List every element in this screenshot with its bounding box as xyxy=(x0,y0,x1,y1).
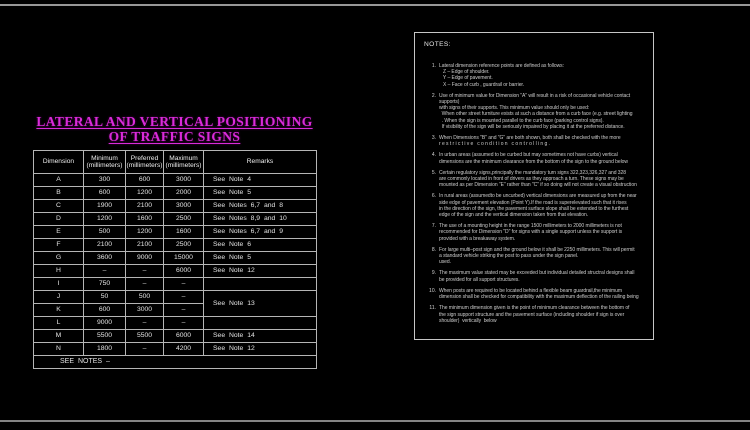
column-header xyxy=(126,151,164,174)
note-line: If visibility of the sign will be seriously impaired by placing it at the preferred distance. xyxy=(439,123,625,130)
note-number: 5. xyxy=(431,169,436,176)
notes-panel xyxy=(414,32,654,340)
dimension-cell: E xyxy=(34,226,84,239)
note-line: provided with a breakaway system. xyxy=(439,235,516,242)
table-row xyxy=(34,330,317,343)
column-header xyxy=(204,151,317,174)
min-cell: 1800 xyxy=(84,343,126,356)
header-row xyxy=(34,151,317,174)
table-row xyxy=(34,239,317,252)
pref-cell: 500 xyxy=(126,291,164,304)
max-cell: 15000 xyxy=(164,252,204,265)
remarks-cell: See Notes 6,7 and 9 xyxy=(204,226,317,239)
note-number: 9. xyxy=(431,270,436,277)
max-cell: 2000 xyxy=(164,187,204,200)
max-cell: 6000 xyxy=(164,330,204,343)
note-number: 1. xyxy=(431,63,436,69)
note-number: 6. xyxy=(431,193,436,200)
note-number: 8. xyxy=(431,246,436,253)
column-header-label: Preferred xyxy=(130,154,159,162)
remarks-cell xyxy=(204,317,317,330)
max-cell: 2500 xyxy=(164,213,204,226)
note-text xyxy=(439,305,649,324)
pref-cell: 1600 xyxy=(126,213,164,226)
table-row xyxy=(34,226,317,239)
remarks-cell: See Note 6 xyxy=(204,239,317,252)
remarks-cell: See Note 12 xyxy=(204,265,317,278)
note-item xyxy=(424,152,649,164)
note-number: 7. xyxy=(431,223,436,230)
note-item xyxy=(424,305,649,324)
pref-cell: 9000 xyxy=(126,252,164,265)
note-line: When posts are required to be located behind a flexible beam guardrail,the minimum xyxy=(439,287,622,294)
column-header-sub: (millimeters) xyxy=(165,162,202,169)
note-text xyxy=(439,288,649,300)
note-line: dimensions are the minimum clearance from the bottom of the sign to the ground below xyxy=(439,158,628,165)
notes-heading: NOTES: xyxy=(424,41,451,48)
note-text xyxy=(439,93,649,130)
note-line: Lateral dimension reference points are defined as follows: xyxy=(439,63,564,69)
note-line: Certain regulatory signs,principally the mandatory turn signs 322,323,326,327 and 328 xyxy=(439,169,626,176)
column-header-sub: (millimeters) xyxy=(86,162,123,169)
note-item xyxy=(424,270,649,282)
note-line: In rural areas (assumedto be uncurbed) vertical dimensions are measured up from the near xyxy=(439,193,637,200)
note-item xyxy=(424,63,649,88)
note-item xyxy=(424,93,649,130)
note-line: be provided for all support structures. xyxy=(439,276,520,283)
remarks-cell: See Note 4 xyxy=(204,174,317,187)
note-item xyxy=(424,223,649,242)
table-row xyxy=(34,252,317,265)
min-cell: 600 xyxy=(84,304,126,317)
note-text xyxy=(439,135,649,147)
note-item xyxy=(424,288,649,300)
dimensions-table xyxy=(33,150,317,369)
pref-cell: 600 xyxy=(126,174,164,187)
min-cell: 3600 xyxy=(84,252,126,265)
table-row xyxy=(34,187,317,200)
column-header xyxy=(84,151,126,174)
note-line: For large multi–post sign and the ground below it shall be 2250 millimeters. This will permit xyxy=(439,246,635,253)
max-cell: 3000 xyxy=(164,174,204,187)
column-header xyxy=(34,151,84,174)
remarks-cell: See Note 13 xyxy=(204,291,317,317)
note-number: 2. xyxy=(431,92,436,99)
pref-cell: 1200 xyxy=(126,226,164,239)
note-line: shoulder) vertically below xyxy=(439,317,497,324)
note-text xyxy=(439,63,649,88)
note-item xyxy=(424,135,649,147)
note-line: dimension shall be checked for compatibility with the maximum deflection of the railing being xyxy=(439,294,639,301)
dimension-cell: F xyxy=(34,239,84,252)
min-cell: 750 xyxy=(84,278,126,291)
max-cell: 2500 xyxy=(164,239,204,252)
note-line: . When the sign is mounted parallel to the curb face (parking control signs). xyxy=(439,117,604,124)
table-row xyxy=(34,213,317,226)
note-number: 10. xyxy=(429,287,436,294)
max-cell: – xyxy=(164,304,204,317)
pref-cell: – xyxy=(126,317,164,330)
dimension-cell: N xyxy=(34,343,84,356)
note-line: When other street furniture exists at such a distance from a curb face (e.g. street lighting xyxy=(439,111,633,118)
note-line: supports) xyxy=(439,99,460,106)
drawing-title xyxy=(33,114,316,144)
pref-cell: 3000 xyxy=(126,304,164,317)
note-line: in the direction of the sign, the pavement surface slope shall be extended to the furthest xyxy=(439,205,629,212)
dimension-cell: G xyxy=(34,252,84,265)
note-line: used. xyxy=(439,259,451,266)
table-footer-row xyxy=(34,356,317,369)
note-line: When Dimensions "B" and "G" are both shown, both shall be checked with the more xyxy=(439,135,621,142)
max-cell: – xyxy=(164,278,204,291)
note-text xyxy=(439,152,649,164)
note-line: Y – Edge of pavement. xyxy=(439,75,493,82)
dimension-cell: C xyxy=(34,200,84,213)
remarks-cell: See Note 5 xyxy=(204,187,317,200)
note-number: 3. xyxy=(431,135,436,142)
max-cell: – xyxy=(164,317,204,330)
table-body xyxy=(34,174,317,369)
dimension-cell: M xyxy=(34,330,84,343)
min-cell: 500 xyxy=(84,226,126,239)
min-cell: 5500 xyxy=(84,330,126,343)
pref-cell: 2100 xyxy=(126,239,164,252)
column-header-label: Minimum xyxy=(91,154,118,162)
max-cell: 1600 xyxy=(164,226,204,239)
min-cell: – xyxy=(84,265,126,278)
title-line-2: OF TRAFFIC SIGNS xyxy=(108,129,241,144)
note-text xyxy=(439,270,649,282)
note-line: recommended for Dimension "D" for signs with a single support unless the support is xyxy=(439,229,623,236)
note-text xyxy=(439,170,649,189)
table-row xyxy=(34,265,317,278)
note-number: 4. xyxy=(431,152,436,159)
column-header-label: Maximum xyxy=(169,154,198,162)
dimension-cell: K xyxy=(34,304,84,317)
min-cell: 1200 xyxy=(84,213,126,226)
remarks-cell: See Notes 6,7 and 8 xyxy=(204,200,317,213)
min-cell: 9000 xyxy=(84,317,126,330)
note-line: The minimum dimension given is the point of minimum clearance between the bottom of xyxy=(439,305,630,312)
column-header-sub: (millimeters) xyxy=(126,162,163,169)
min-cell: 1900 xyxy=(84,200,126,213)
note-text xyxy=(439,193,649,218)
min-cell: 2100 xyxy=(84,239,126,252)
pref-cell: 2100 xyxy=(126,200,164,213)
max-cell: 6000 xyxy=(164,265,204,278)
table-header xyxy=(34,151,317,174)
min-cell: 50 xyxy=(84,291,126,304)
pref-cell: 5500 xyxy=(126,330,164,343)
remarks-cell: See Notes 8,9 and 10 xyxy=(204,213,317,226)
notes-list xyxy=(424,63,649,324)
max-cell: 3000 xyxy=(164,200,204,213)
note-line: The use of a mounting height in the range 1500 millimeters to 2000 millimeters is not xyxy=(439,223,622,230)
min-cell: 600 xyxy=(84,187,126,200)
dimension-cell: H xyxy=(34,265,84,278)
note-line: Use of minimum value for Dimension "A" will result in a risk of occasional vehicle contact xyxy=(439,92,631,99)
note-line: side edge of pavement elevation (Point Y).If the road is superelevated such that it rises xyxy=(439,199,627,206)
remarks-cell: See Note 12 xyxy=(204,343,317,356)
pref-cell: 1200 xyxy=(126,187,164,200)
note-text xyxy=(439,247,649,266)
note-item xyxy=(424,193,649,218)
table-row xyxy=(34,317,317,330)
note-line: a standard vehicle striking the post to pass under the sign panel. xyxy=(439,253,579,260)
max-cell: – xyxy=(164,291,204,304)
pref-cell: – xyxy=(126,265,164,278)
pref-cell: – xyxy=(126,278,164,291)
dimension-cell: J xyxy=(34,291,84,304)
note-text xyxy=(439,223,649,242)
min-cell: 300 xyxy=(84,174,126,187)
note-line: r e s t r i c t i v e c o n d i t i o n c o n t r o l l i n g . xyxy=(439,141,550,148)
note-line: In urban areas (assumed to be curbed but may sometimes not have curbs) vertical xyxy=(439,152,618,159)
table-row xyxy=(34,200,317,213)
note-line: edge of the sign and the vertical dimension taken from that elevation. xyxy=(439,212,589,219)
table-footer-cell: SEE NOTES – xyxy=(34,356,317,369)
note-line: with signs of their supports. This minimum value should only be used: xyxy=(439,105,590,112)
note-line: The maximum value stated may be exceeded but individual detailed structral designs shall xyxy=(439,270,635,277)
dimension-cell: B xyxy=(34,187,84,200)
column-header-label: Dimension xyxy=(42,158,75,166)
remarks-cell: See Note 5 xyxy=(204,252,317,265)
note-item xyxy=(424,247,649,266)
max-cell: 4200 xyxy=(164,343,204,356)
pref-cell: – xyxy=(126,343,164,356)
dimension-cell: A xyxy=(34,174,84,187)
dimension-cell: I xyxy=(34,278,84,291)
table-row xyxy=(34,278,317,291)
title-line-1: LATERAL AND VERTICAL POSITIONING xyxy=(36,114,313,129)
table-row xyxy=(34,291,317,304)
remarks-cell xyxy=(204,278,317,291)
top-frame-line xyxy=(0,4,750,6)
note-line: the sign support structure and the pavement surface (including shoulder if sign is over xyxy=(439,311,625,318)
column-header xyxy=(164,151,204,174)
note-item xyxy=(424,170,649,189)
dimension-cell: D xyxy=(34,213,84,226)
table-row xyxy=(34,174,317,187)
note-line: mounted as per Dimension "E" rather than "C" if so doing will not create a visual obstruction xyxy=(439,182,637,189)
note-line: Z – Edge of shoulder. xyxy=(439,69,490,76)
note-line: are commonly located in front of drivers as they approach a turn. These signs may be xyxy=(439,176,624,183)
note-number: 11. xyxy=(429,305,436,312)
bottom-frame-line xyxy=(0,420,750,422)
note-line: X – Face of curb , guardrail or barrier. xyxy=(439,81,525,88)
column-header-label: Remarks xyxy=(246,158,274,166)
dimension-cell: L xyxy=(34,317,84,330)
remarks-cell: See Note 14 xyxy=(204,330,317,343)
table-row xyxy=(34,343,317,356)
